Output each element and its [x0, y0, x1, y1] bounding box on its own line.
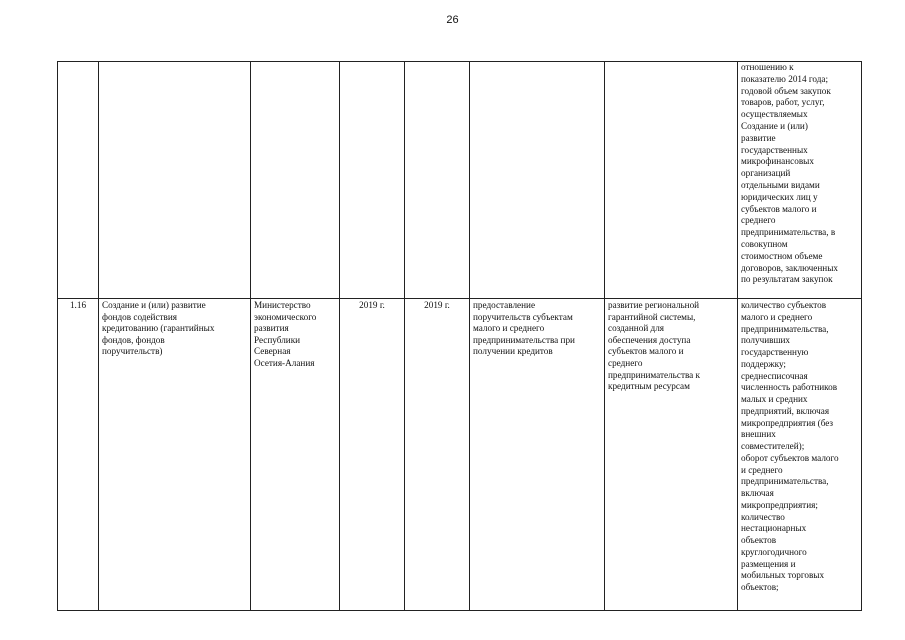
cell-task — [605, 62, 738, 299]
cell-number — [58, 62, 99, 299]
cell-measure-title — [99, 62, 251, 299]
cell-expected-result — [470, 62, 605, 299]
cell-end-year — [405, 62, 470, 299]
cell-number: 1.16 — [58, 299, 99, 611]
cell-end-year: 2019 г. — [405, 299, 470, 611]
table-row — [58, 62, 862, 299]
table-row — [58, 299, 862, 611]
cell-executor — [251, 62, 340, 299]
cell-expected-result: предоставление поручительств субъектам малого и среднего предпринимательства при получении кредитов — [470, 299, 605, 611]
measures-table — [57, 61, 862, 611]
page-number: 26 — [446, 14, 459, 26]
cell-task: развитие региональной гарантийной системы, созданной для обеспечения доступа субъектов малого и среднего предпринимательства к кредитным ресурсам — [605, 299, 738, 611]
cell-measure-title: Создание и (или) развитие фондов содействия кредитованию (гарантийных фондов, фондов поручительств) — [99, 299, 251, 611]
cell-indicators: отношению к показателю 2014 года; годовой объем закупок товаров, работ, услуг, осуществляемых Создание и (или) развитие государственных микрофинансовых организаций отдельными видами юридических лиц у субъектов малого и среднего предпринимательства, в совокупном стоимостном объеме договоров, заключенных по результатам закупок — [738, 62, 862, 299]
cell-executor: Министерство экономического развития Республики Северная Осетия-Алания — [251, 299, 340, 611]
cell-indicators: количество субъектов малого и среднего предпринимательства, получивших государственную поддержку; среднесписочная численность работников малых и средних предприятий, включая микропредприятия (без внешних совместителей); оборот субъектов малого и среднего предпринимательства, включая микропредприятия; количество нестационарных объектов круглогодичного размещения и мобильных торговых объектов; — [738, 299, 862, 611]
cell-start-year: 2019 г. — [340, 299, 405, 611]
cell-start-year — [340, 62, 405, 299]
